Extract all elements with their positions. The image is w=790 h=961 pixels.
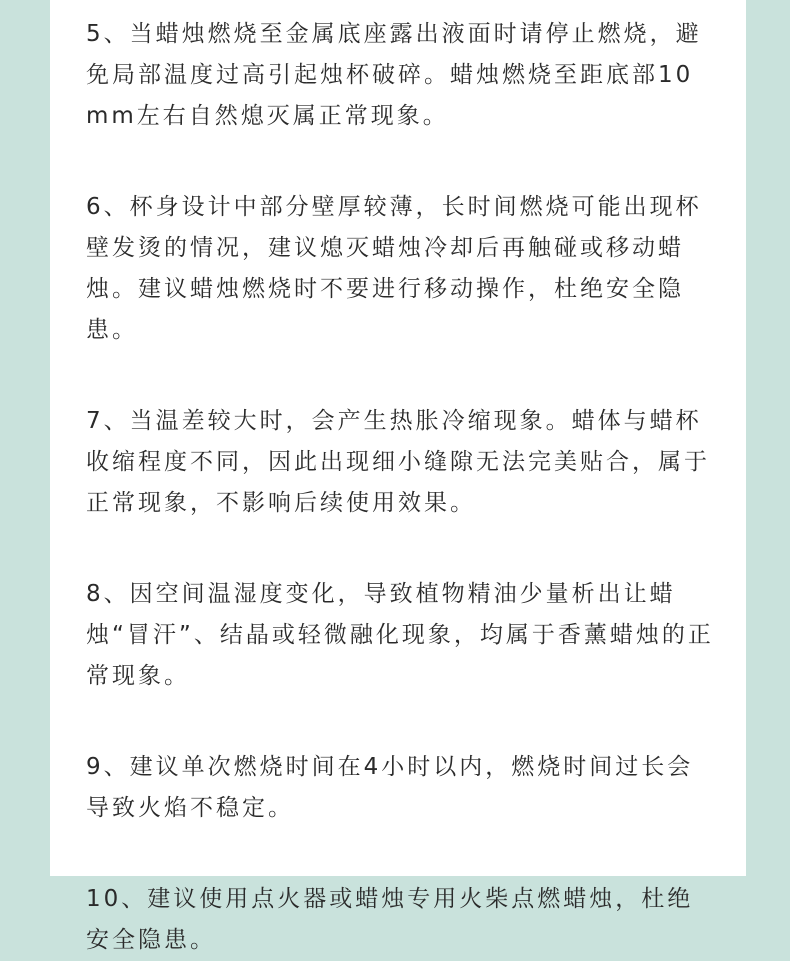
note-10: 10、建议使用点火器或蜡烛专用火柴点燃蜡烛，杜绝安全隐患。 bbox=[86, 886, 694, 953]
note-9: 9、建议单次燃烧时间在4小时以内，燃烧时间过长会导致火焰不稳定。 bbox=[86, 754, 694, 821]
note-7: 7、当温差较大时，会产生热胀冷缩现象。蜡体与蜡杯收缩程度不同，因此出现细小缝隙无法完美贴合，属于正常现象，不影响后续使用效果。 bbox=[86, 408, 710, 516]
instructions-panel bbox=[50, 0, 746, 953]
note-6: 6、杯身设计中部分壁厚较薄，长时间燃烧可能出现杯壁发烫的情况，建议熄灭蜡烛冷却后再触碰或移动蜡烛。建议蜡烛燃烧时不要进行移动操作，杜绝安全隐患。 bbox=[86, 194, 702, 343]
note-8: 8、因空间温湿度变化，导致植物精油少量析出让蜡烛“冒汗”、结晶或轻微融化现象，均属于香薰蜡烛的正常现象。 bbox=[86, 581, 714, 689]
note-5: 5、当蜡烛燃烧至金属底座露出液面时请停止燃烧，避免局部温度过高引起烛杯破碎。蜡烛燃烧至距底部10mm左右自然熄灭属正常现象。 bbox=[86, 21, 702, 129]
